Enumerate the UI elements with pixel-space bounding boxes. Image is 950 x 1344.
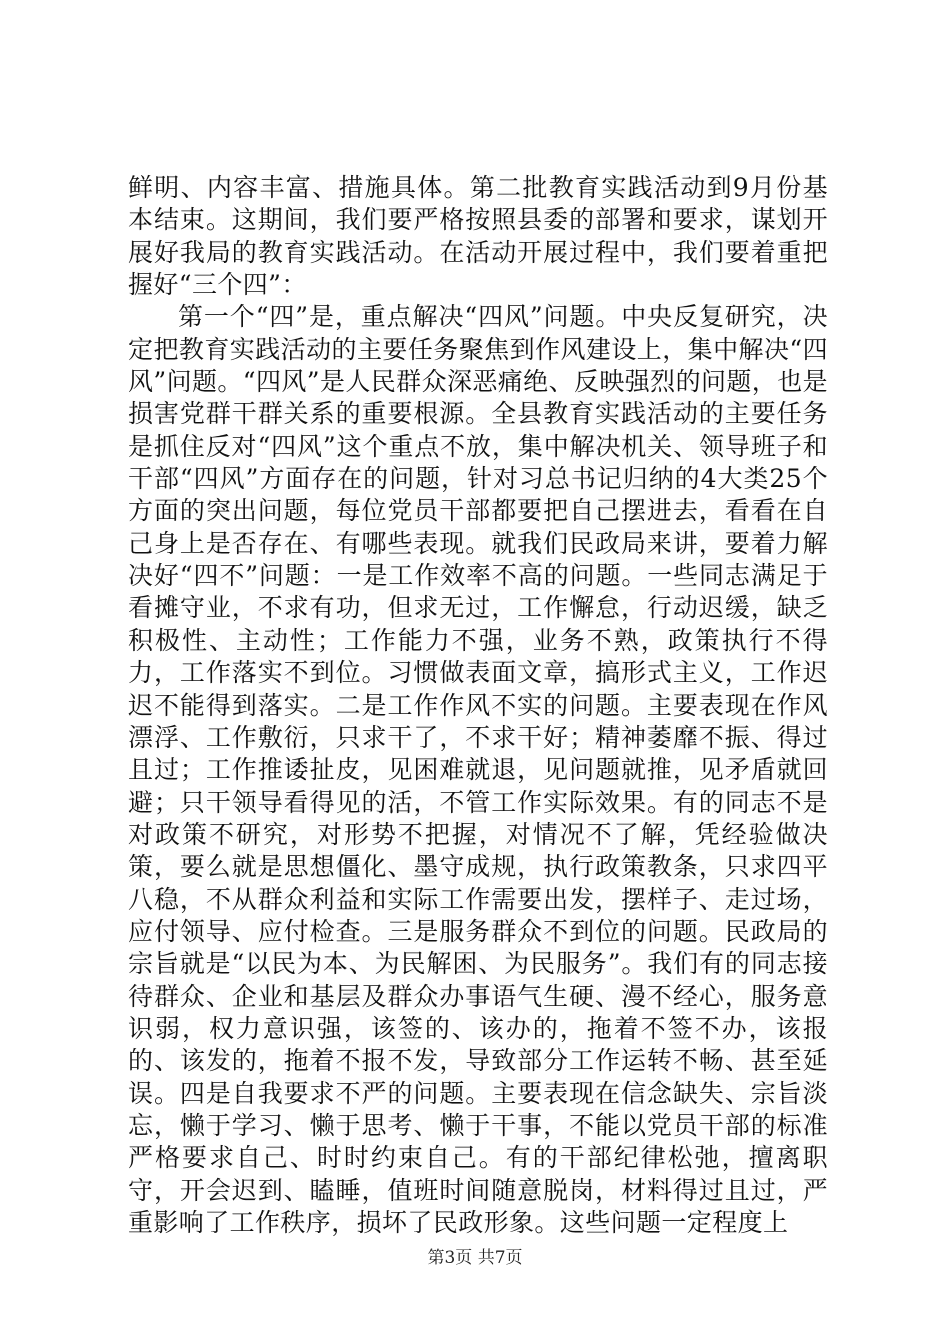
page-footer: 第3页 共7页	[427, 1248, 523, 1268]
body-text	[128, 172, 828, 1239]
paragraph-1: 鲜明、内容丰富、措施具体。第二批教育实践活动到9月份基本结束。这期间，我们要严格按照县委的部署和要求，谋划开展好我局的教育实践活动。在活动开展过程中，我们要着重把握好“三个四”：	[128, 173, 828, 300]
paragraph-2: 第一个“四”是，重点解决“四风”问题。中央反复研究，决定把教育实践活动的主要任务聚焦到作风建设上，集中解决“四风”问题。“四风”是人民群众深恶痛绝、反映强烈的问题，也是损害党群干群关系的重要根源。全县教育实践活动的主要任务是抓住反对“四风”这个重点不放，集中解决机关、领导班子和干部“四风”方面存在的问题，针对习总书记归纳的4大类25个方面的突出问题，每位党员干部都要把自己摆进去，看看在自己身上是否存在、有哪些表现。就我们民政局来讲，要着力解决好“四不”问题：一是工作效率不高的问题。一些同志满足于看摊守业，不求有功，但求无过，工作懈怠，行动迟缓，缺乏积极性、主动性；工作能力不强，业务不熟，政策执行不得力，工作落实不到位。习惯做表面文章，搞形式主义，工作迟迟不能得到落实。二是工作作风不实的问题。主要表现在作风漂浮、工作敷衍，只求干了，不求干好；精神萎靡不振、得过且过；工作推诿扯皮，见困难就退，见问题就推，见矛盾就回避；只干领导看得见的活，不管工作实际效果。有的同志不是对政策不研究，对形势不把握，对情况不了解，凭经验做决策，要么就是思想僵化、墨守成规，执行政策教条，只求四平八稳，不从群众利益和实际工作需要出发，摆样子、走过场，应付领导、应付检查。三是服务群众不到位的问题。民政局的宗旨就是“以民为本、为民解困、为民服务”。我们有的同志接待群众、企业和基层及群众办事语气生硬、漫不经心，服务意识弱，权力意识强，该签的、该办的，拖着不签不办，该报的、该发的，拖着不报不发，导致部分工作运转不畅、甚至延误。四是自我要求不严的问题。主要表现在信念缺失、宗旨淡忘，懒于学习、懒于思考、懒于干事，不能以党员干部的标准严格要求自己、时时约束自己。有的干部纪律松弛，擅离职守，开会迟到、瞌睡，值班时间随意脱岗，材料得过且过，严重影响了工作秩序，损坏了民政形象。这些问题一定程度上	[128, 302, 828, 1237]
